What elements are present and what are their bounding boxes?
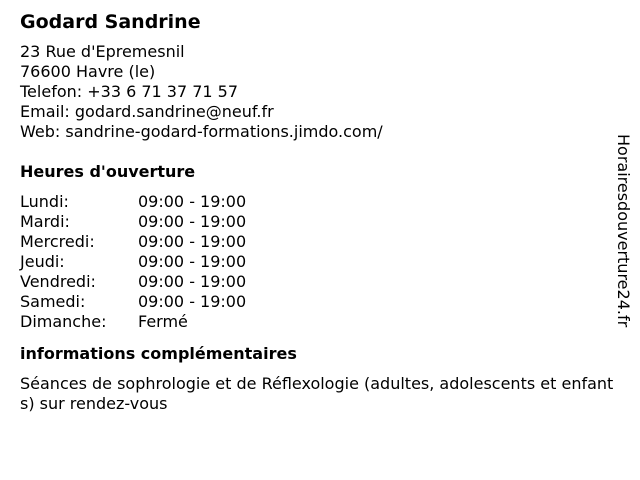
time-value: 09:00 - 19:00 [138, 252, 247, 271]
day-label: Mardi: [20, 212, 70, 231]
hours-row-friday [20, 272, 620, 292]
opening-hours-heading: Heures d'ouverture [20, 162, 196, 181]
time-value: 09:00 - 19:00 [138, 232, 247, 251]
hours-row-saturday [20, 292, 620, 312]
phone-line: Telefon: +33 6 71 37 71 57 [20, 82, 239, 101]
time-value: 09:00 - 19:00 [138, 192, 247, 211]
address-city: 76600 Havre (le) [20, 62, 156, 81]
hours-row-tuesday [20, 212, 620, 232]
time-value: 09:00 - 19:00 [138, 212, 247, 231]
additional-info-heading: informations complémentaires [20, 344, 297, 363]
hours-row-monday [20, 192, 620, 212]
business-name: Godard Sandrine [20, 11, 201, 33]
day-label: Jeudi: [20, 252, 65, 271]
day-label: Lundi: [20, 192, 69, 211]
day-label: Dimanche: [20, 312, 107, 331]
site-watermark: Horairesdouverture24.fr [614, 134, 633, 328]
hours-row-sunday [20, 312, 620, 332]
time-value: 09:00 - 19:00 [138, 272, 247, 291]
opening-hours-table [20, 192, 620, 332]
time-value: 09:00 - 19:00 [138, 292, 247, 311]
additional-info-text: Séances de sophrologie et de Réflexologie (adultes, adolescents et enfants) sur rendez-vous [20, 374, 614, 413]
hours-row-wednesday [20, 232, 620, 252]
day-label: Samedi: [20, 292, 86, 311]
web-line: Web: sandrine-godard-formations.jimdo.com/ [20, 122, 383, 141]
day-label: Mercredi: [20, 232, 95, 251]
day-label: Vendredi: [20, 272, 96, 291]
hours-row-thursday [20, 252, 620, 272]
email-line: Email: godard.sandrine@neuf.fr [20, 102, 274, 121]
address-street: 23 Rue d'Epremesnil [20, 42, 185, 61]
time-value: Fermé [138, 312, 188, 331]
business-card [20, 10, 620, 414]
